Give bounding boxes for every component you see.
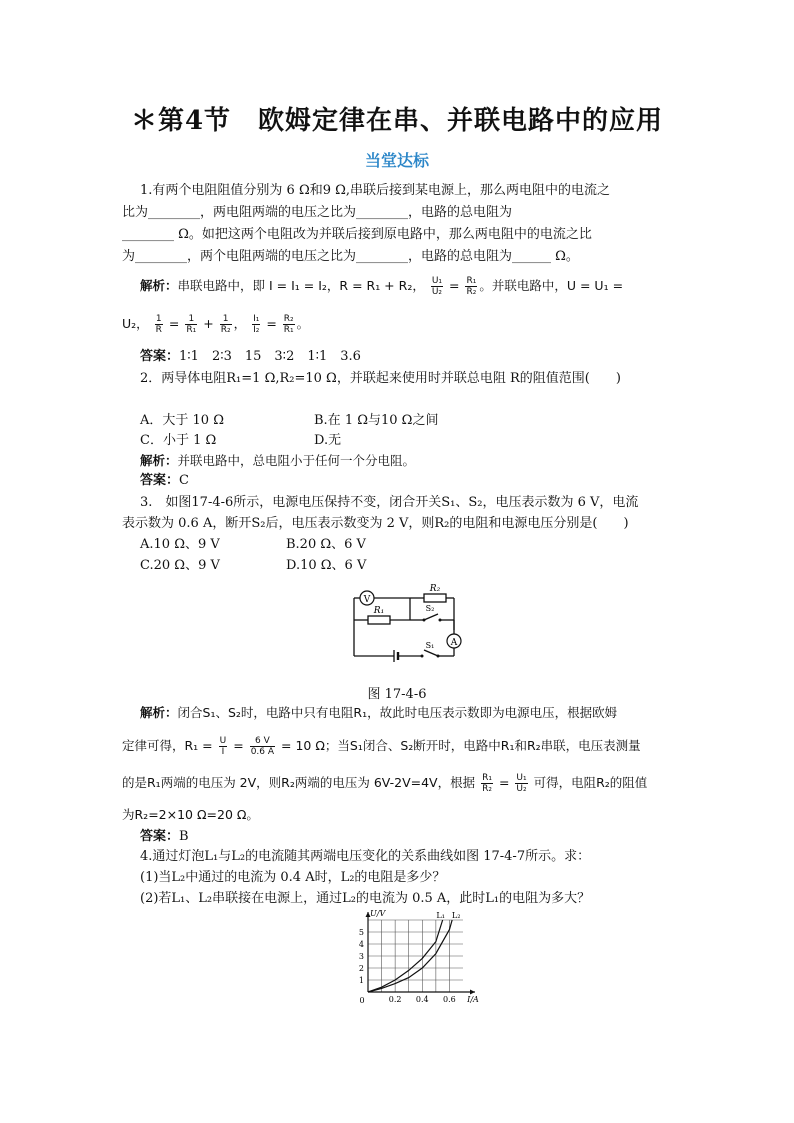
fraction-1-r2: $\frac{1}{\text{R₂}}$ [220,314,231,335]
circuit-diagram [340,580,470,665]
y-tick-label: 4 [358,940,364,949]
q3-option-d: D.10 Ω、6 V [286,558,367,573]
fraction-6v-06a: $\frac{6 V}{0.6 A}$ [250,736,275,757]
series-label-2: L₂ [451,911,461,920]
q4-line-1: 4.通过灯泡L₁与L₂的电流随其两端电压变化的关系曲线如图 17-4-7所示。求： [140,849,591,864]
s2-label: S₂ [425,604,435,613]
q1-line-1: 1.有两个电阻阻值分别为 6 Ω和9 Ω,串联后接到某电源上，那么两电阻中的电流之 [140,183,611,198]
q1-analysis-line-1: 解析：串联电路中，即 I = I₁ = I₂，R = R₁ + R₂， $\frac{\text{U₁}}{\text{U₂}}$ = $\frac{\text{R₁}}{\text{R₂}}$ 。并联电路中，U = U₁ = [140,276,624,297]
x-tick-label: 0.6 [443,995,456,1004]
q1-line-3: ________ Ω。如把这两个电阻改为并联后接到原电路中，那么两电阻中的电流之比 [122,227,592,242]
q1-analysis-text: 串联电路中，即 I = I₁ = I₂，R = R₁ + R₂， [177,278,425,293]
answer-label: 答案： [140,349,180,364]
q3-analysis-line-2: 定律可得，R₁ = $\frac{U}{I}$ = $\frac{6 V}{0.6 A}$ = 10 Ω；当S₁闭合、S₂断开时，电路中R₁和R₂串联，电压表测量 [122,736,641,757]
q3-line-2: 表示数为 0.6 A，断开S₂后，电压表示数变为 2 V，则R₂的电阻和电源电压分别是( ) [122,516,629,531]
q3-option-c: C.20 Ω、9 V [140,558,220,573]
q3-analysis-line-1: 解析：闭合S₁、S₂时，电路中只有电阻R₁，故此时电压表示数即为电源电压，根据欧姆 [140,705,618,720]
q1-analysis-line-2: U₂， $\frac{1}{R}$ = $\frac{1}{\text{R₁}}$ + $\frac{1}{\text{R₂}}$ ， $\frac{\text{I₁}}{\text{I₂}}$ = $\frac{\text{R₂}}{\text{R₁}}$ 。 [122,314,310,335]
q3-analysis-line-4: 为R₂=2×10 Ω=20 Ω。 [122,807,259,822]
q2-analysis: 解析：并联电路中，总电阻小于任何一个分电阻。 [140,453,416,468]
s1-label: S₁ [425,641,435,650]
q3-line-1: 3. 如图17-4-6所示，电源电压保持不变，闭合开关S₁、S₂，电压表示数为 6 V，电流 [140,495,639,510]
fraction-u1-u2: $\frac{\text{U₁}}{\text{U₂}}$ [431,276,443,297]
y-axis-label: U/V [370,910,386,918]
y-tick-label: 5 [358,928,364,937]
fraction-1-r1: $\frac{1}{\text{R₁}}$ [186,314,197,335]
origin-label: 0 [359,996,365,1005]
q2-option-d: D.无 [314,433,342,448]
u-i-chart [340,910,490,1010]
fraction-1-r: $\frac{1}{R}$ [155,314,162,335]
ammeter-label: A [450,638,458,648]
q4-line-3: (2)若L₁、L₂串联接在电源上，通过L₂的电流为 0.5 A，此时L₁的电阻为多大？ [140,891,591,906]
q3-option-b: B.20 Ω、6 V [286,537,366,552]
x-axis-arrow-icon [470,990,475,995]
q2-option-b: B.在 1 Ω与10 Ω之间 [314,413,439,428]
voltmeter-label: V [363,595,371,605]
series-label-1: L₁ [436,911,445,920]
figure-caption-17-4-6: 图 17-4-6 [367,687,427,702]
q1-analysis-text-2: 。并联电路中，U = U₁ = [479,278,624,293]
q1-line-4: 为________，两个电阻两端的电压之比为________，电路的总电阻为______ Ω。 [122,249,579,264]
q3-answer: 答案：B [140,829,189,844]
q1-answer: 答案：1∶1 2∶3 15 3∶2 1∶1 3.6 [140,349,361,364]
q2-option-a: A．大于 10 Ω [140,413,224,428]
r2-label: R₂ [429,584,441,594]
r1-label: R₁ [373,606,385,616]
y-tick-label: 1 [358,976,364,985]
q1-line-2: 比为________，两电阻两端的电压之比为________，电路的总电阻为 [122,205,513,220]
x-tick-label: 0.4 [415,995,429,1004]
y-tick-label: 3 [358,952,364,961]
q3-option-a: A.10 Ω、9 V [140,537,220,552]
y-tick-label: 2 [358,964,364,973]
fraction-u-i: $\frac{U}{I}$ [219,736,227,757]
section-heading: 当堂达标 [364,151,429,170]
q2-answer: 答案：C [140,473,189,488]
q2-option-c: C．小于 1 Ω [140,433,217,448]
x-tick-label: 0.2 [388,995,402,1004]
q4-line-2: (1)当L₂中通过的电流为 0.4 A时，L₂的电阻是多少？ [140,870,446,885]
analysis-label: 解析： [140,278,178,293]
page-title: ＊第4节 欧姆定律在串、并联电路中的应用 [130,106,664,136]
q3-analysis-line-3: 的是R₁两端的电压为 2V，则R₂两端的电压为 6V-2V=4V，根据 $\frac{\text{R₁}}{\text{R₂}}$ = $\frac{\text{U₁}}{\text{U₂}}$ 可得，电阻R₂的阻值 [122,773,648,794]
fraction-i1-i2: $\frac{\text{I₁}}{\text{I₂}}$ [253,314,260,335]
fraction-u1-u2-b: $\frac{\text{U₁}}{\text{U₂}}$ [516,773,527,794]
q2-stem: 2．两导体电阻R₁=1 Ω,R₂=10 Ω，并联起来使用时并联总电阻 R的阻值范围( ) [140,371,621,386]
fraction-r2-r1: $\frac{\text{R₂}}{\text{R₁}}$ [283,314,294,335]
x-axis-label: I/A [467,995,479,1004]
fraction-r1-r2-b: $\frac{\text{R₁}}{\text{R₂}}$ [482,773,492,794]
fraction-r1-r2: $\frac{\text{R₁}}{\text{R₂}}$ [466,276,477,297]
